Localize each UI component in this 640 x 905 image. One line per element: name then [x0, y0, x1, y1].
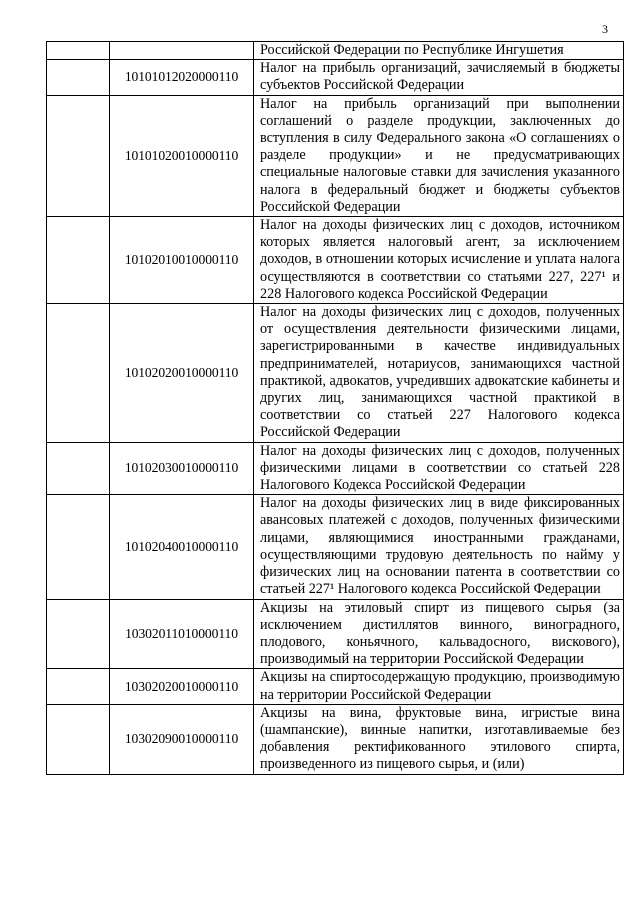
table-row — [47, 42, 624, 60]
table-row — [47, 60, 624, 95]
code-cell: 10102030010000110 — [110, 442, 254, 495]
blank-cell — [47, 60, 110, 95]
code-cell: 10101020010000110 — [110, 95, 254, 216]
blank-cell — [47, 704, 110, 774]
code-cell: 10302011010000110 — [110, 599, 254, 669]
code-cell: 10302020010000110 — [110, 669, 254, 704]
description-cell: Акцизы на вина, фруктовые вина, игристые вина (шампанские), винные напитки, изготавливаемые без добавления ректификованного этилового спирта, произведенного из пищевого сырья, и (или) — [254, 704, 624, 774]
table-row — [47, 669, 624, 704]
table-row — [47, 95, 624, 216]
code-cell: 10102020010000110 — [110, 304, 254, 443]
blank-cell — [47, 495, 110, 599]
blank-cell — [47, 217, 110, 304]
blank-cell — [47, 42, 110, 60]
blank-cell — [47, 304, 110, 443]
revenue-codes-table — [46, 41, 624, 775]
description-cell: Налог на доходы физических лиц с доходов, полученных физическими лицами в соответствии со статьей 228 Налогового Кодекса Российской Федерации — [254, 442, 624, 495]
blank-cell — [47, 95, 110, 216]
description-cell: Налог на прибыль организаций при выполнении соглашений о разделе продукции, заключенных до вступления в силу Федерального закона «О соглашениях о разделе продукции» и не предусматривающих специальные налоговые ставки для зачисления указанного налога в федеральный бюджет и бюджеты субъектов Российской Федерации — [254, 95, 624, 216]
description-cell: Акцизы на этиловый спирт из пищевого сырья (за исключением дистиллятов винного, виноградного, плодового, коньячного, кальвадосного, вискового), производимый на территории Российской Федерации — [254, 599, 624, 669]
description-cell: Российской Федерации по Республике Ингушетия — [254, 42, 624, 60]
table-row — [47, 599, 624, 669]
code-cell: 10102010010000110 — [110, 217, 254, 304]
code-cell — [110, 42, 254, 60]
code-cell: 10302090010000110 — [110, 704, 254, 774]
table-row — [47, 217, 624, 304]
blank-cell — [47, 442, 110, 495]
page-number: 3 — [602, 22, 608, 36]
code-cell: 10102040010000110 — [110, 495, 254, 599]
code-cell: 10101012020000110 — [110, 60, 254, 95]
table-row — [47, 442, 624, 495]
description-cell: Акцизы на спиртосодержащую продукцию, производимую на территории Российской Федерации — [254, 669, 624, 704]
description-cell: Налог на доходы физических лиц с доходов, полученных от осуществления деятельности физическими лицами, зарегистрированными в качестве индивидуальных предпринимателей, нотариусов, занимающихся частной практикой, адвокатов, учредивших адвокатские кабинеты и других лиц, занимающихся частной практикой в соответствии со статьей 227 Налогового кодекса Российской Федерации — [254, 304, 624, 443]
table-row — [47, 704, 624, 774]
table-row — [47, 495, 624, 599]
blank-cell — [47, 599, 110, 669]
description-cell: Налог на прибыль организаций, зачисляемый в бюджеты субъектов Российской Федерации — [254, 60, 624, 95]
description-cell: Налог на доходы физических лиц в виде фиксированных авансовых платежей с доходов, полученных физическими лицами, являющимися иностранными гражданами, осуществляющими трудовую деятельность по найму у физических лиц на основании патента в соответствии со статьей 227¹ Налогового кодекса Российской Федерации — [254, 495, 624, 599]
blank-cell — [47, 669, 110, 704]
description-cell: Налог на доходы физических лиц с доходов, источником которых является налоговый агент, за исключением доходов, в отношении которых исчисление и уплата налога осуществляются в соответствии со статьями 227, 227¹ и 228 Налогового кодекса Российской Федерации — [254, 217, 624, 304]
table-row — [47, 304, 624, 443]
